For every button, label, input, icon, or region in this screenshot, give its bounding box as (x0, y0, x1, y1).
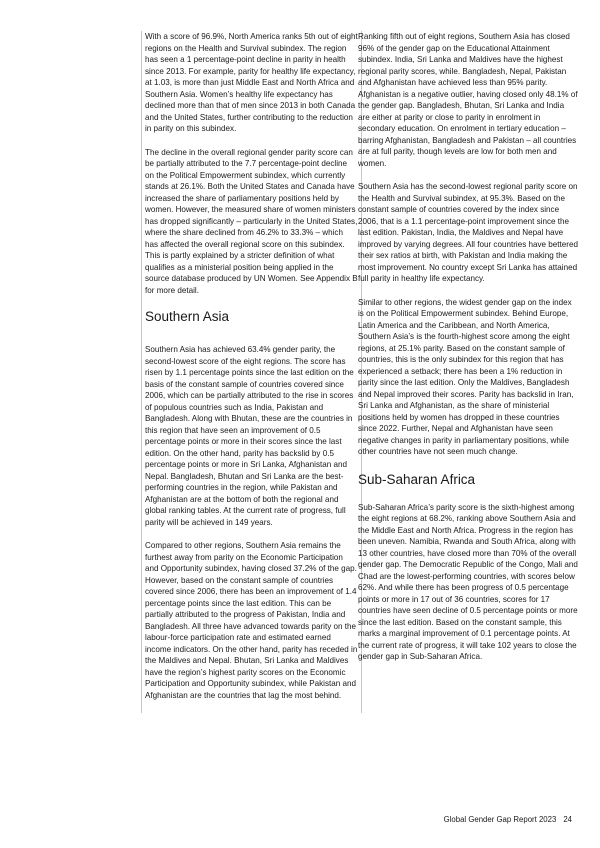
section-heading-southern-asia: Southern Asia (145, 309, 230, 324)
paragraph: Southern Asia has the second-lowest regional parity score on the Health and Survival subindex, at 95.3%. Based on the constant sample of countries covered by the index since 2006, that is a 1.1 percentage-point improvement since the last edition. Pakistan, India, the Maldives and Nepal have improved by varying degrees. All four countries have bettered their sex ratios at birth, with Pakistan and India making the most improvement. No country except Sri Lanka has attained full parity in healthy life expectancy. (358, 182, 579, 283)
paragraph: Similar to other regions, the widest gender gap on the index is on the Political Empowerment subindex. Behind Europe, Latin America and the Caribbean, and North America, Southern Asia’s is the fourth-highest score among the eight regions, at 25.1% parity. Based on the constant sample of countries, this is the only subindex for this region that has experienced a setback; there has been a 1% reduction in parity since the last edition. Only the Maldives, Bangladesh and Nepal improved their scores. Parity has backslid in Iran, Sri Lanka and Afghanistan, as the share of ministerial positions held by women has dropped in these countries since 2022. Further, Nepal and Afghanistan have seen negative changes in parity in parliamentary positions, while other countries have not seen much change. (358, 297, 574, 456)
left-column (141, 31, 362, 713)
paragraph: Compared to other regions, Southern Asia remains the furthest away from parity on the Economic Participation and Opportunity subindex, having closed 37.2% of the gap. However, based on the constant sample of countries covered since 2006, there has been an improvement of 1.4 percentage points since the last edition. This can be partially attributed to the progress of Pakistan, India and Bangladesh. All three have advanced towards parity on the labour-force participation rate and estimated earned income indicators. On the other hand, parity has receded in the Maldives and Nepal. Bhutan, Sri Lanka and Maldives have the region’s highest parity scores on the Economic Participation and Opportunity subindex, while Pakistan and Afghanistan are the countries that lag the most behind. (145, 541, 358, 700)
paragraph: Sub-Saharan Africa’s parity score is the sixth-highest among the eight regions at 68.2%, ranking above Southern Asia and the Middle East and North Africa. Progress in the region has been uneven. Namibia, Rwanda and South Africa, along with 13 other countries, have closed more than 70% of the overall gender gap. The Democratic Republic of the Congo, Mali and Chad are the lowest-performing countries, with scores below 62%. And while there has been progress of 0.5 percentage points or more in 17 out of 36 countries, scores for 17 countries have seen decline of 0.5 percentage points or more since the last edition. Based on the constant sample, this marks a marginal improvement of 0.1 percentage points. At the current rate of progress, it will take 102 years to close the gender gap in Sub-Saharan Africa. (358, 502, 578, 661)
paragraph: With a score of 96.9%, North America ranks 5th out of eight regions on the Health and Survival subindex. The region has seen a 1 percentage-point decline in parity in health since 2013. For example, parity for healthy life expectancy, at 1.03, is more than just Middle East and North Africa and Southern Asia. Women’s healthy life expectancy has declined more than that of men since 2013 in both Canada and the United States, further contributing to the reduction in parity on this subindex. (145, 32, 358, 133)
right-column (358, 31, 578, 675)
section-heading-sub-saharan-africa: Sub-Saharan Africa (358, 471, 476, 487)
paragraph: Southern Asia has achieved 63.4% gender parity, the second-lowest score of the eight regions. The score has risen by 1.1 percentage points since the last edition on the basis of the constant sample of countries covered since 2006, which can be partially attributed to the rise in scores of populous countries such as India, Pakistan and Bangladesh. Along with Bhutan, these are the countries in this region that have seen an improvement of 0.5 percentage points or more in their scores since the last edition. On the other hand, parity has backslid by 0.5 percentage points or more in Sri Lanka, Afghanistan and Nepal. Bangladesh, Bhutan and Sri Lanka are the best-performing countries in the region, while Pakistan and Afghanistan are at the bottom of both the regional and global ranking tables. At the current rate of progress, full parity will be achieved in 149 years. (145, 345, 354, 527)
page-footer (444, 815, 572, 824)
paragraph: Ranking fifth out of eight regions, Southern Asia has closed 96% of the gender gap on the Educational Attainment subindex. India, Sri Lanka and Maldives have the highest regional parity scores, while. Bangladesh, Nepal, Pakistan and Afghanistan have achieved less than 95% parity. Afghanistan is a negative outlier, having closed only 48.1% of the gender gap. Bangladesh, Bhutan, Sri Lanka and India are either at parity or close to parity in enrolment in secondary education. On enrolment in tertiary education – barring Afghanistan, Bangladesh and Pakistan – all countries are at full parity, though levels are low for both men and women. (358, 32, 578, 168)
page-number: 24 (563, 815, 572, 824)
report-title: Global Gender Gap Report 2023 (443, 815, 557, 824)
paragraph: The decline in the overall regional gender parity score can be partially attributed to the 7.7 percentage-point decline on the Political Empowerment subindex, which currently stands at 26.1%. Both the United States and Canada have increased the share of parliamentary positions held by women. However, the measured share of women ministers has dropped significantly – particularly in the United States, where the share declined from 46.2% to 33.3% – which has affected the overall regional score on this subindex. This is partly explained by a stricter definition of what qualifies as a ministerial position being applied in the source database produced by UN Women. See Appendix B for more detail. (145, 147, 358, 295)
